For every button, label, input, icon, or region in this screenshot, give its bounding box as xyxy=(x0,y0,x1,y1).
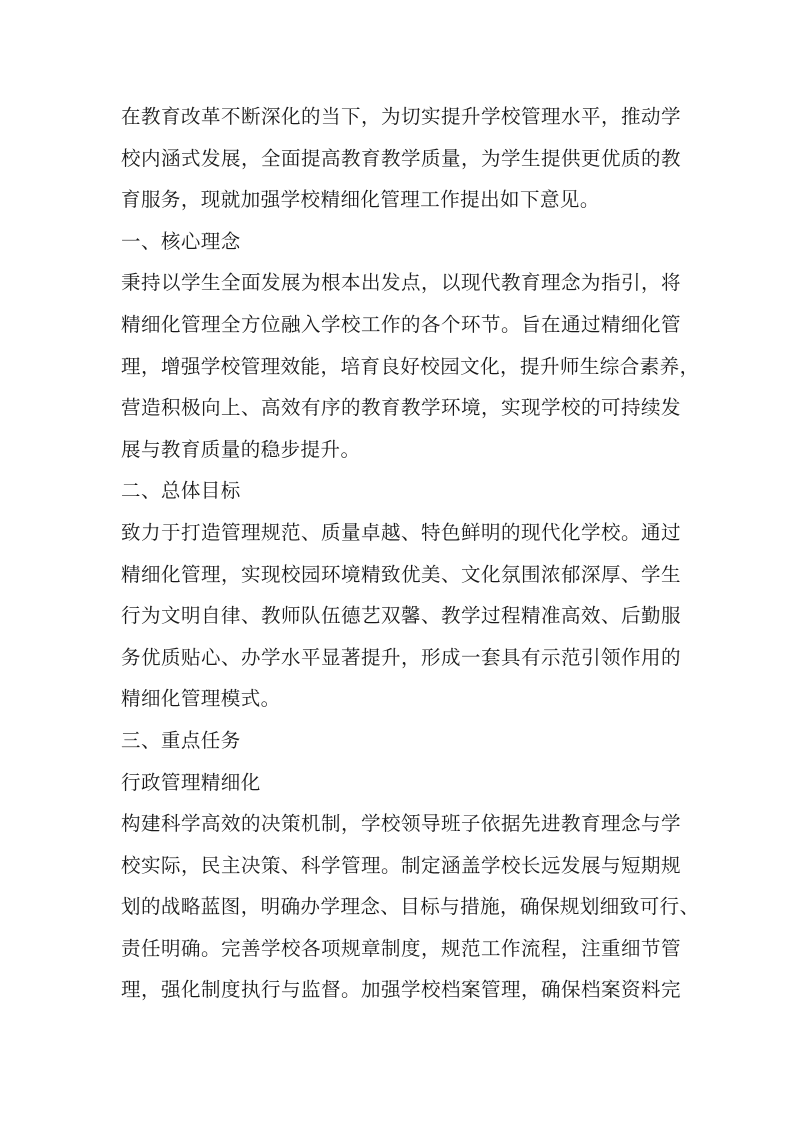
paragraph-line: 秉持以学生全面发展为根本出发点，以现代教育理念为指引，将 xyxy=(121,271,681,295)
paragraph-line: 精细化管理全方位融入学校工作的各个环节。旨在通过精细化管 xyxy=(121,312,681,336)
paragraph-line: 行为文明自律、教师队伍德艺双馨、教学过程精准高效、后勤服 xyxy=(121,604,681,628)
subsection-heading-admin: 行政管理精细化 xyxy=(121,770,261,794)
intro-line: 校内涵式发展，全面提高教育教学质量，为学生提供更优质的教 xyxy=(121,146,681,170)
paragraph-line: 营造积极向上、高效有序的教育教学环境，实现学校的可持续发 xyxy=(121,396,681,420)
paragraph-line: 理，增强学校管理效能，培育良好校园文化，提升师生综合素养， xyxy=(121,354,700,378)
intro-line: 育服务，现就加强学校精细化管理工作提出如下意见。 xyxy=(121,188,600,212)
section-heading-key-tasks: 三、重点任务 xyxy=(121,728,241,752)
paragraph-line: 构建科学高效的决策机制，学校领导班子依据先进教育理念与学 xyxy=(121,812,681,836)
paragraph-line: 展与教育质量的稳步提升。 xyxy=(121,437,361,461)
section-heading-core-concept: 一、核心理念 xyxy=(121,229,241,253)
intro-line: 在教育改革不断深化的当下，为切实提升学校管理水平，推动学 xyxy=(121,105,681,128)
paragraph-line: 理，强化制度执行与监督。加强学校档案管理，确保档案资料完 xyxy=(121,978,681,1002)
paragraph-line: 校实际，民主决策、科学管理。制定涵盖学校长远发展与短期规 xyxy=(121,853,681,877)
paragraph-line: 精细化管理模式。 xyxy=(121,687,281,711)
paragraph-line: 划的战略蓝图，明确办学理念、目标与措施，确保规划细致可行、 xyxy=(121,895,700,919)
paragraph-line: 精细化管理，实现校园环境精致优美、文化氛围浓郁深厚、学生 xyxy=(121,562,681,586)
paragraph-line: 务优质贴心、办学水平显著提升，形成一套具有示范引领作用的 xyxy=(121,645,681,669)
document-page xyxy=(121,96,700,1011)
paragraph-line: 致力于打造管理规范、质量卓越、特色鲜明的现代化学校。通过 xyxy=(121,520,681,544)
section-heading-overall-goal: 二、总体目标 xyxy=(121,479,241,503)
paragraph-line: 责任明确。完善学校各项规章制度，规范工作流程，注重细节管 xyxy=(121,936,681,960)
